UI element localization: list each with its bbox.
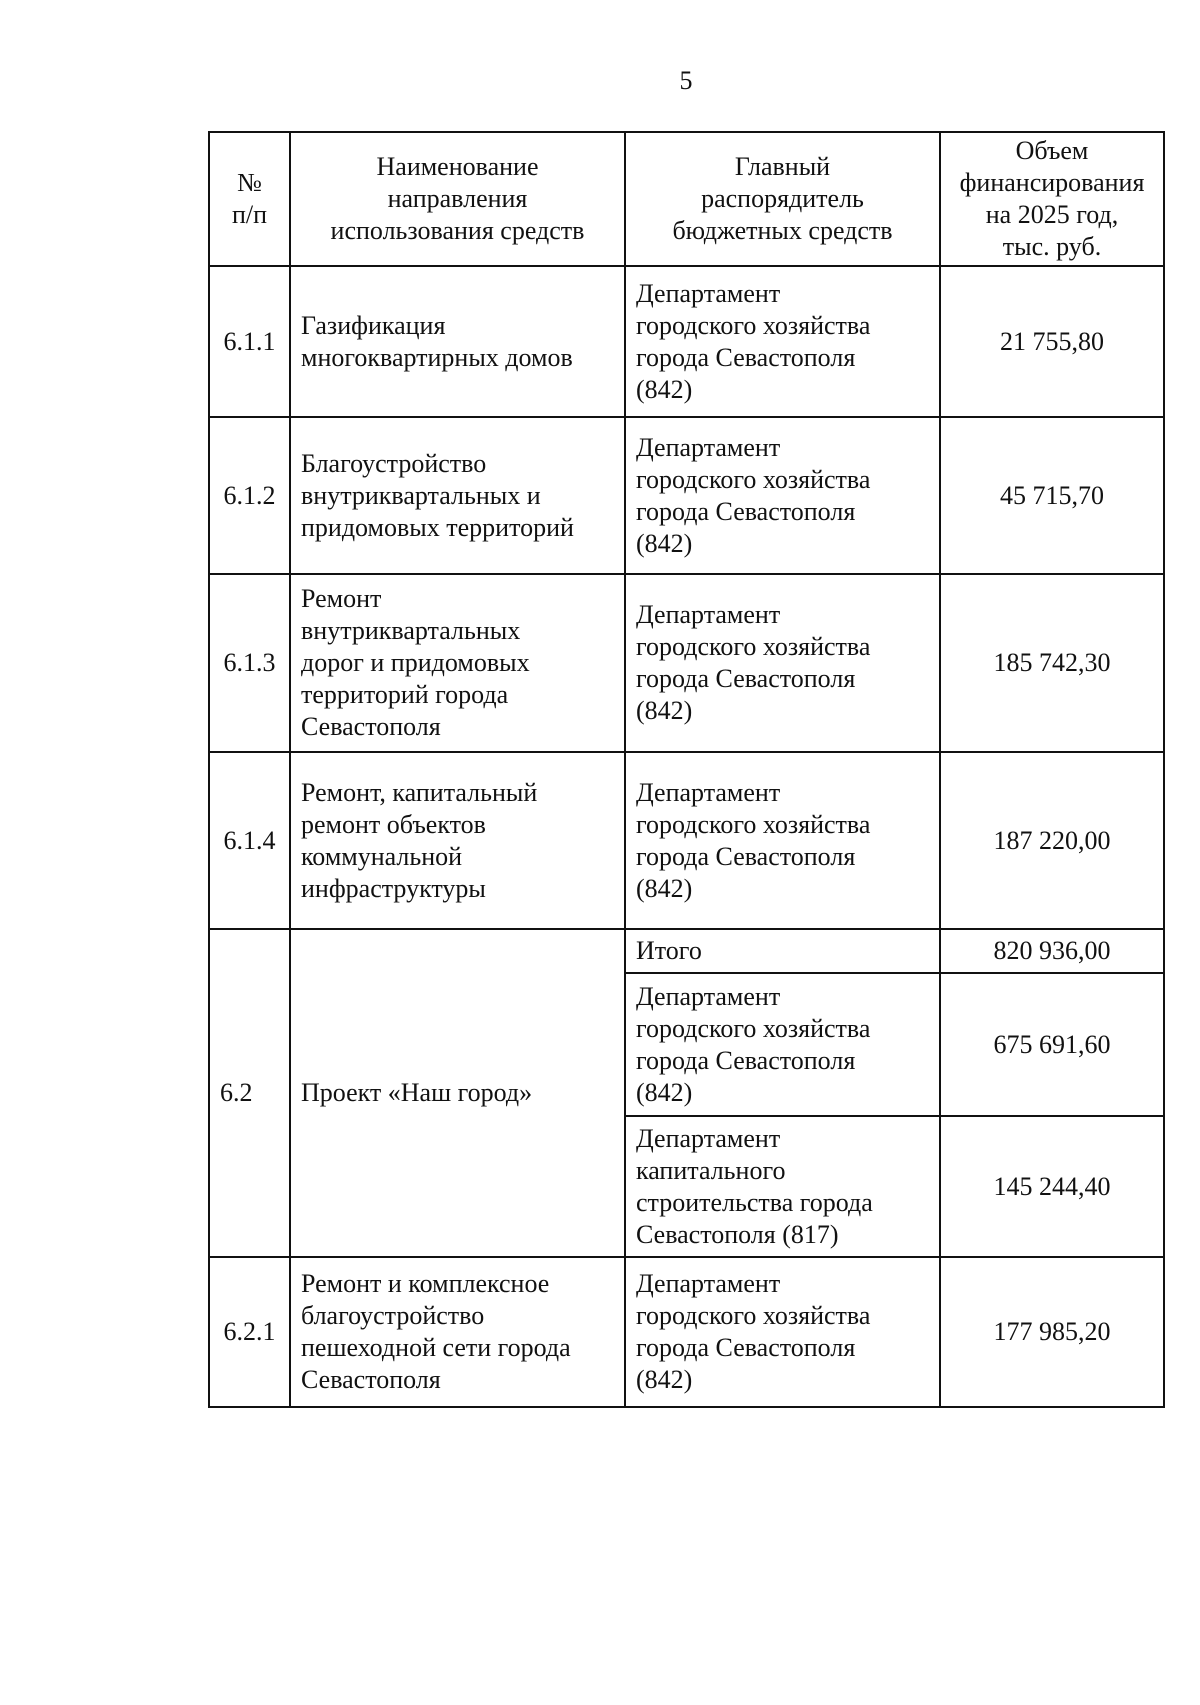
header-amount	[940, 132, 1164, 266]
row-admin-line: (842)	[636, 1365, 693, 1394]
row-admin-line: (842)	[636, 873, 693, 903]
row-admin-line: Севастополя (817)	[636, 1219, 839, 1249]
row-admin	[625, 574, 940, 752]
row-number: 6.1.2	[209, 417, 290, 574]
header-amount-line: тыс. руб.	[1002, 232, 1102, 261]
row-name-line: Благоустройство	[301, 448, 487, 478]
row-admin	[625, 1116, 940, 1257]
row-name-line: многоквартирных домов	[301, 342, 573, 372]
row-name	[290, 574, 625, 752]
row-admin-line: Итого	[636, 936, 702, 965]
row-name	[290, 417, 625, 574]
row-name-line: ремонт объектов	[301, 809, 486, 839]
table-header-row	[209, 132, 1164, 266]
row-admin	[625, 1257, 940, 1407]
row-name-line: внутриквартальных и	[301, 480, 541, 510]
row-admin-line: Департамент	[636, 981, 781, 1011]
row-name-line: инфраструктуры	[301, 873, 486, 903]
row-name-line: Ремонт и комплексное	[301, 1269, 550, 1298]
row-name-line: придомовых территорий	[301, 512, 574, 542]
row-amount: 177 985,20	[940, 1257, 1164, 1407]
header-num-line: №	[237, 168, 262, 197]
table-row	[209, 266, 1164, 417]
header-num	[209, 132, 290, 266]
row-admin	[625, 417, 940, 574]
row-admin-line: города Севастополя	[636, 664, 856, 693]
row-name-line: дорог и придомовых	[301, 648, 530, 677]
row-admin-line: города Севастополя	[636, 1045, 856, 1075]
row-admin-line: (842)	[636, 696, 693, 725]
row-amount: 675 691,60	[940, 973, 1164, 1116]
row-name-line: Ремонт, капитальный	[301, 777, 538, 807]
row-name-line: коммунальной	[301, 841, 463, 871]
row-number: 6.1.3	[209, 574, 290, 752]
row-admin-line: (842)	[636, 528, 693, 558]
row-name-line: благоустройство	[301, 1301, 485, 1330]
row-name-line: территорий города	[301, 680, 509, 709]
row-admin-line: Департамент	[636, 278, 781, 308]
header-num-line: п/п	[231, 200, 268, 229]
row-amount: 45 715,70	[940, 417, 1164, 574]
header-admin-line: распорядитель	[701, 184, 864, 213]
row-admin-line: городского хозяйства	[636, 1301, 871, 1330]
row-admin-line: города Севастополя	[636, 496, 856, 526]
row-admin-line: (842)	[636, 374, 693, 404]
row-admin-line: Департамент	[636, 600, 781, 629]
group-name: Проект «Наш город»	[290, 929, 625, 1257]
table-row	[209, 929, 1164, 973]
row-number: 6.1.1	[209, 266, 290, 417]
row-admin-line: Департамент	[636, 1269, 781, 1298]
row-admin-line: Департамент	[636, 1123, 781, 1153]
row-admin-line: городского хозяйства	[636, 632, 871, 661]
row-admin-line: (842)	[636, 1077, 693, 1107]
row-admin	[625, 973, 940, 1116]
row-name-line: Ремонт	[301, 584, 382, 613]
row-amount: 820 936,00	[940, 929, 1164, 973]
header-amount-line: на 2025 год,	[985, 200, 1119, 229]
budget-table	[208, 131, 1165, 1408]
row-admin	[625, 929, 940, 973]
row-name	[290, 266, 625, 417]
row-admin-line: города Севастополя	[636, 1333, 856, 1362]
page-number: 5	[679, 66, 693, 95]
header-admin-line: Главный	[734, 152, 831, 181]
table-row	[209, 574, 1164, 752]
row-name-line: Севастополя	[301, 712, 441, 741]
row-name-line: Газификация	[301, 310, 446, 340]
row-admin	[625, 752, 940, 929]
row-admin-line: города Севастополя	[636, 342, 856, 372]
row-admin-line: города Севастополя	[636, 841, 856, 871]
header-admin	[625, 132, 940, 266]
row-admin-line: капитального	[636, 1155, 786, 1185]
row-admin-line: городского хозяйства	[636, 1013, 871, 1043]
row-amount: 185 742,30	[940, 574, 1164, 752]
header-name-line: Наименование	[376, 152, 539, 181]
header-name-line: направления	[387, 184, 528, 213]
row-admin	[625, 266, 940, 417]
table-row	[209, 1257, 1164, 1407]
row-name-line: Севастополя	[301, 1365, 441, 1394]
row-name	[290, 752, 625, 929]
table-row	[209, 417, 1164, 574]
row-amount: 21 755,80	[940, 266, 1164, 417]
header-amount-line: финансирования	[959, 168, 1145, 197]
row-admin-line: городского хозяйства	[636, 310, 871, 340]
row-number: 6.2.1	[209, 1257, 290, 1407]
header-amount-line: Объем	[1015, 136, 1089, 165]
row-amount: 145 244,40	[940, 1116, 1164, 1257]
header-name	[290, 132, 625, 266]
row-amount: 187 220,00	[940, 752, 1164, 929]
row-admin-line: строительства города	[636, 1187, 873, 1217]
row-admin-line: Департамент	[636, 777, 781, 807]
row-admin-line: городского хозяйства	[636, 464, 871, 494]
row-admin-line: городского хозяйства	[636, 809, 871, 839]
row-number: 6.1.4	[209, 752, 290, 929]
row-admin-line: Департамент	[636, 432, 781, 462]
group-number: 6.2	[209, 929, 290, 1257]
header-admin-line: бюджетных средств	[672, 216, 893, 245]
row-name-line: пешеходной сети города	[301, 1333, 571, 1362]
row-name-line: внутриквартальных	[301, 616, 521, 645]
table-row	[209, 752, 1164, 929]
header-name-line: использования средств	[330, 216, 585, 245]
row-name	[290, 1257, 625, 1407]
